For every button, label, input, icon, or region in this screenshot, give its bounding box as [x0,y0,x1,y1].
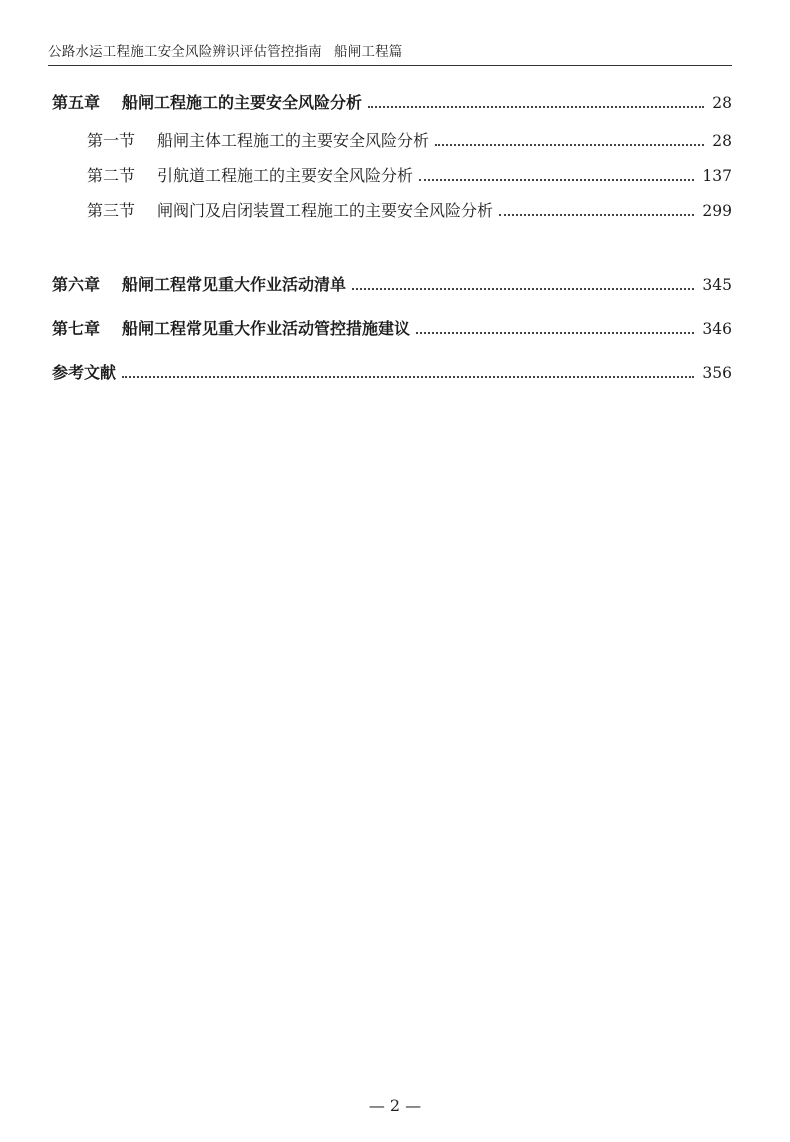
toc-entry-title: 船闸主体工程施工的主要安全风险分析 [157,131,430,150]
leader-dots [122,375,694,378]
toc-entry-title: 船闸工程施工的主要安全风险分析 [122,93,363,112]
book-title: 公路水运工程施工安全风险辨识评估管控指南 [48,44,322,60]
toc-entry-page: 28 [712,132,732,150]
leader-dots [416,331,694,334]
toc-entry-number: 第六章 [52,275,101,294]
toc-entry-title: 引航道工程施工的主要安全风险分析 [157,166,414,185]
page-number: — 2 — [368,1096,422,1115]
toc-entry-section-5-2[interactable] [87,163,732,186]
toc-entry-title: 闸阀门及启闭装置工程施工的主要安全风险分析 [157,201,494,220]
leader-dots [499,213,694,216]
toc-entry-chapter-7[interactable] [52,316,732,339]
volume-title: 船闸工程篇 [334,44,403,60]
toc-entry-page: 137 [702,167,732,185]
leader-dots [419,178,694,181]
toc-entry-title: 船闸工程常见重大作业活动管控措施建议 [122,319,411,338]
toc-entry-page: 345 [702,276,732,294]
leader-dots [352,287,694,290]
toc-entry-section-5-3[interactable] [87,198,732,221]
toc-entry-number: 第一节 [87,131,136,150]
toc-entry-number: 第七章 [52,319,101,338]
running-header [48,40,732,60]
toc-entry-number: 第三节 [87,201,136,220]
toc-entry-page: 299 [702,202,732,220]
toc-entry-section-5-1[interactable] [87,128,732,151]
leader-dots [435,143,704,146]
toc-entry-chapter-5[interactable] [52,90,732,113]
toc-entry-chapter-6[interactable] [52,272,732,295]
header-rule [48,65,732,66]
toc-entry-references[interactable] [52,360,732,383]
toc-entry-number: 第五章 [52,93,101,112]
toc-entry-title: 参考文献 [52,363,117,382]
toc-entry-page: 28 [712,94,732,112]
toc-entry-title: 船闸工程常见重大作业活动清单 [122,275,347,294]
leader-dots [368,105,704,108]
toc-entry-number: 第二节 [87,166,136,185]
toc-entry-page: 356 [702,364,732,382]
toc-entry-page: 346 [702,320,732,338]
